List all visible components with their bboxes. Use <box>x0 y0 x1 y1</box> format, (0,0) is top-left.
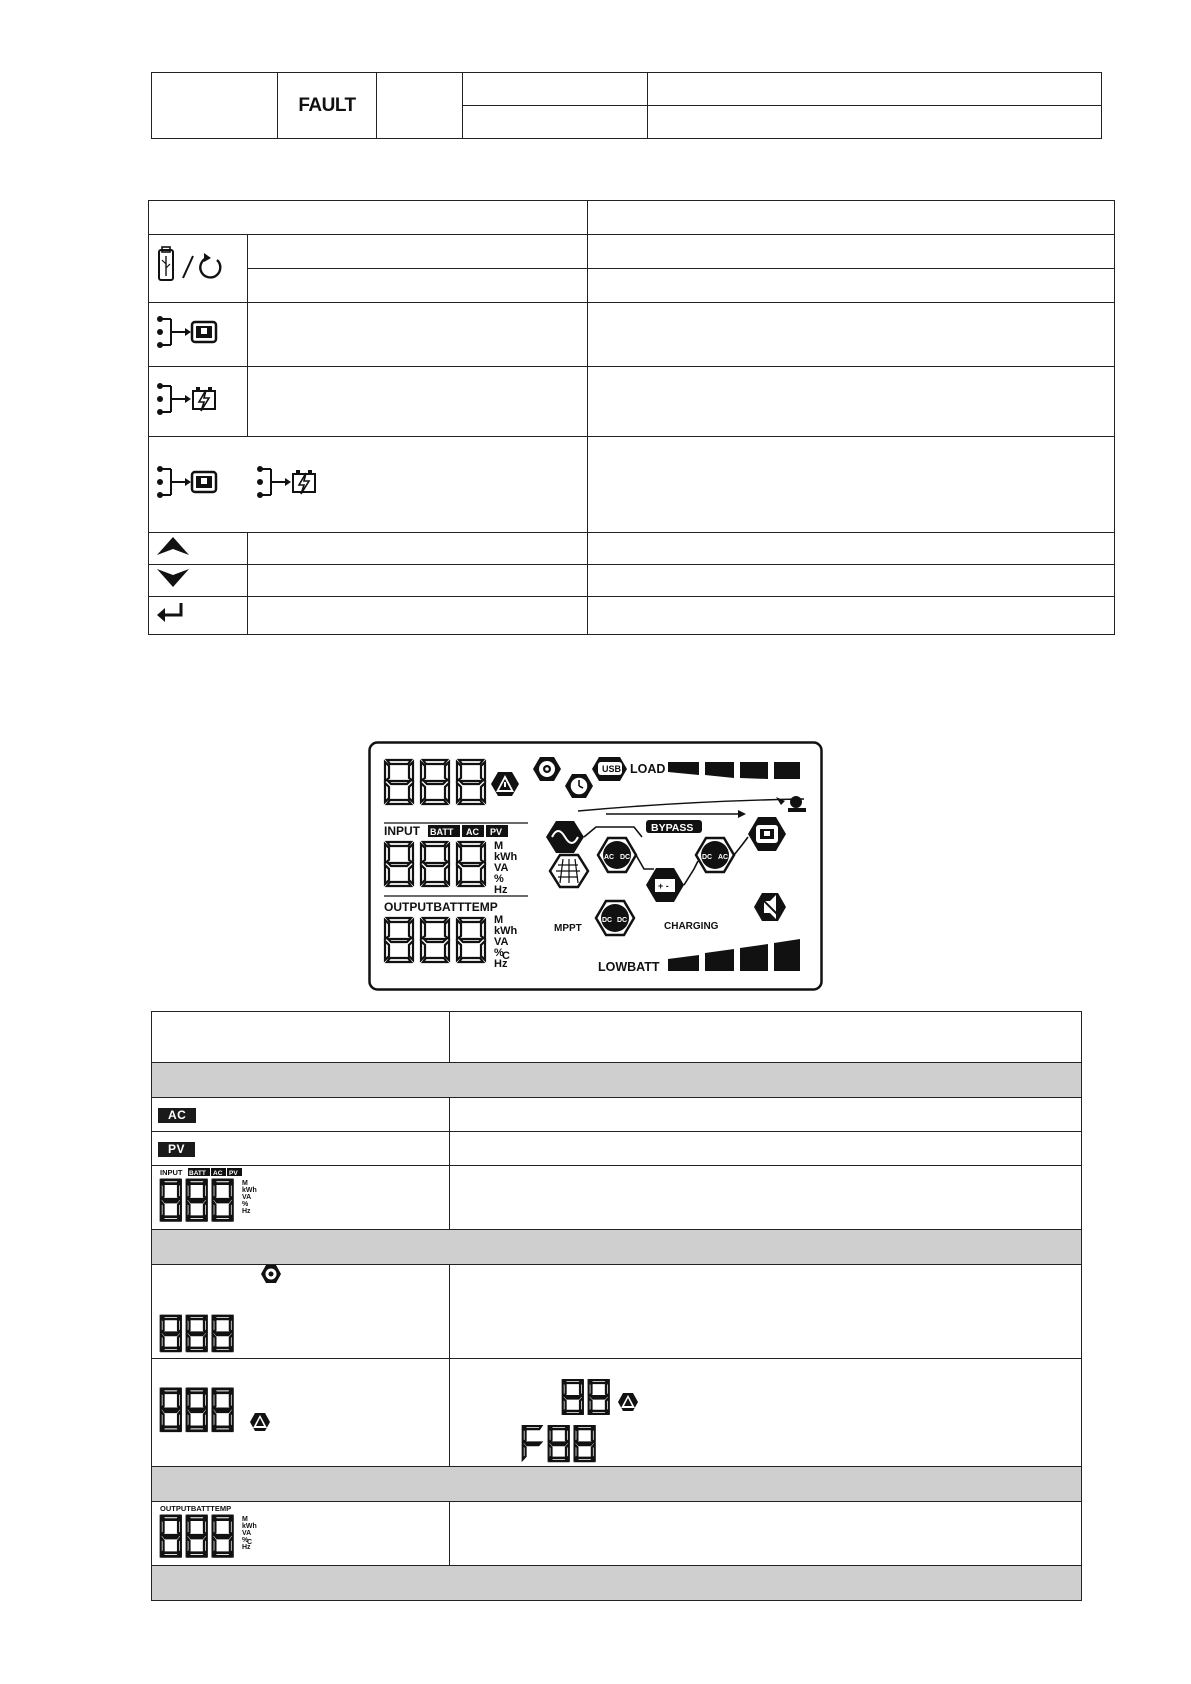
up-arrow-icon <box>155 535 191 557</box>
enter-arrow-icon <box>155 601 187 625</box>
ac-tag: AC <box>466 827 479 837</box>
enter-button-cell <box>149 597 248 635</box>
ac-tag-cell <box>152 1098 450 1132</box>
section-band <box>152 1230 1082 1265</box>
svg-text:PV: PV <box>229 1170 238 1177</box>
unit-label: Hz <box>494 884 508 896</box>
table-cell <box>248 565 588 597</box>
section-band <box>152 1566 1082 1601</box>
table-header-cell <box>588 201 1115 235</box>
svg-text:%: % <box>242 1537 249 1544</box>
table-cell <box>450 1265 1082 1359</box>
celsius-label: C <box>502 950 510 962</box>
settings-display-cell <box>152 1265 450 1359</box>
svg-text:Hz: Hz <box>242 1544 251 1551</box>
usb-restart-icon <box>155 246 227 286</box>
dc-ac-inverter-icon <box>696 838 734 872</box>
unit-label: kWh <box>494 851 518 863</box>
table-cell <box>588 269 1115 303</box>
mppt-label: MPPT <box>554 923 582 934</box>
pv-tag: PV <box>490 827 503 837</box>
usb-label: USB <box>602 764 622 774</box>
svg-text:INPUT: INPUT <box>160 1168 183 1177</box>
warning-display-cell <box>152 1359 450 1467</box>
fault-table <box>151 72 1102 139</box>
table-cell <box>588 533 1115 565</box>
charger-source-priority-icon <box>155 379 221 419</box>
table-cell <box>588 597 1115 635</box>
dc-label: DC <box>702 854 713 861</box>
ac-label: AC <box>718 854 729 861</box>
section-band <box>152 1063 1082 1098</box>
input-label: INPUT <box>384 824 420 838</box>
up-button-cell <box>149 533 248 565</box>
svg-text:VA: VA <box>242 1194 252 1201</box>
dc-label: DC <box>602 917 613 924</box>
pv-indicator-tag: PV <box>158 1142 195 1157</box>
table-cell <box>588 367 1115 437</box>
unit-label: VA <box>494 862 509 874</box>
dc-label: DC <box>617 917 628 924</box>
down-arrow-icon <box>155 567 191 589</box>
svg-text:AC: AC <box>213 1170 223 1177</box>
fault-table-cell <box>648 73 1102 106</box>
unit-label: VA <box>494 936 509 948</box>
output-and-charger-priority-icon <box>155 462 325 502</box>
lowbatt-label: LOWBATT <box>598 960 660 974</box>
svg-text:+ -: + - <box>658 881 669 891</box>
table-header-cell <box>450 1012 1082 1063</box>
unit-label: M <box>494 840 504 852</box>
output-priority-icon-cell <box>149 303 248 367</box>
unit-label: Hz <box>494 958 508 970</box>
svg-text:%: % <box>242 1201 249 1208</box>
charging-label: CHARGING <box>664 921 719 932</box>
button-function-table <box>148 200 1115 635</box>
table-cell <box>588 235 1115 269</box>
table-cell <box>248 269 588 303</box>
table-cell <box>588 437 1115 533</box>
fault-table-cell <box>463 106 648 139</box>
svg-text:C: C <box>247 1539 253 1546</box>
down-button-cell <box>149 565 248 597</box>
fault-table-cell-empty <box>152 73 278 139</box>
input-display-cell <box>152 1166 450 1230</box>
output-digits-icon <box>158 1503 268 1559</box>
warning-digits-icon <box>158 1385 278 1435</box>
fault-code-f88-icon <box>520 1425 610 1463</box>
svg-text:BATT: BATT <box>189 1170 206 1177</box>
usb-icon <box>592 757 627 781</box>
solar-panel-icon <box>550 855 588 887</box>
bypass-label: BYPASS <box>651 822 694 834</box>
svg-text:OUTPUTBATTTEMP: OUTPUTBATTTEMP <box>160 1504 232 1513</box>
dc-label: DC <box>620 854 631 861</box>
ac-indicator-tag: AC <box>158 1108 196 1123</box>
output-label: OUTPUTBATTTEMP <box>384 900 498 914</box>
fault-code-cell <box>450 1359 1082 1467</box>
table-header-cell <box>152 1012 450 1063</box>
table-cell <box>588 565 1115 597</box>
table-cell <box>450 1132 1082 1166</box>
charger-priority-icon-cell <box>149 367 248 437</box>
combined-priority-icon-cell <box>149 437 588 533</box>
unit-label: % <box>494 947 504 959</box>
svg-text:M: M <box>242 1516 248 1523</box>
usb-function-icon-cell <box>149 235 248 303</box>
output-source-priority-icon <box>155 312 221 352</box>
svg-text:kWh: kWh <box>242 1523 257 1530</box>
table-header-cell <box>149 201 588 235</box>
table-cell <box>248 367 588 437</box>
svg-text:kWh: kWh <box>242 1187 257 1194</box>
table-cell <box>248 597 588 635</box>
ac-dc-converter-icon <box>598 838 636 872</box>
unit-label: M <box>494 914 504 926</box>
lcd-display-panel <box>368 741 823 991</box>
svg-text:Hz: Hz <box>242 1208 251 1215</box>
pv-tag-cell <box>152 1132 450 1166</box>
input-digits-icon <box>158 1167 268 1223</box>
ac-label: AC <box>604 854 615 861</box>
fault-table-cell <box>463 73 648 106</box>
batt-tag: BATT <box>430 827 454 837</box>
fault-label: FAULT <box>278 73 377 139</box>
svg-text:M: M <box>242 1180 248 1187</box>
fault-table-cell <box>377 73 463 139</box>
section-band <box>152 1467 1082 1502</box>
lcd-icon-table <box>151 1011 1082 1601</box>
table-cell <box>248 533 588 565</box>
unit-label: % <box>494 873 504 885</box>
table-cell <box>450 1098 1082 1132</box>
table-cell <box>450 1166 1082 1230</box>
table-cell <box>248 303 588 367</box>
svg-text:VA: VA <box>242 1530 252 1537</box>
table-cell <box>450 1502 1082 1566</box>
load-label: LOAD <box>630 762 666 776</box>
dc-dc-converter-icon <box>596 901 634 935</box>
fault-table-cell <box>648 106 1102 139</box>
fault-code-digits-icon <box>560 1379 660 1415</box>
table-cell <box>248 235 588 269</box>
output-display-cell <box>152 1502 450 1566</box>
settings-digits-icon <box>158 1265 318 1353</box>
unit-label: kWh <box>494 925 518 937</box>
table-cell <box>588 303 1115 367</box>
